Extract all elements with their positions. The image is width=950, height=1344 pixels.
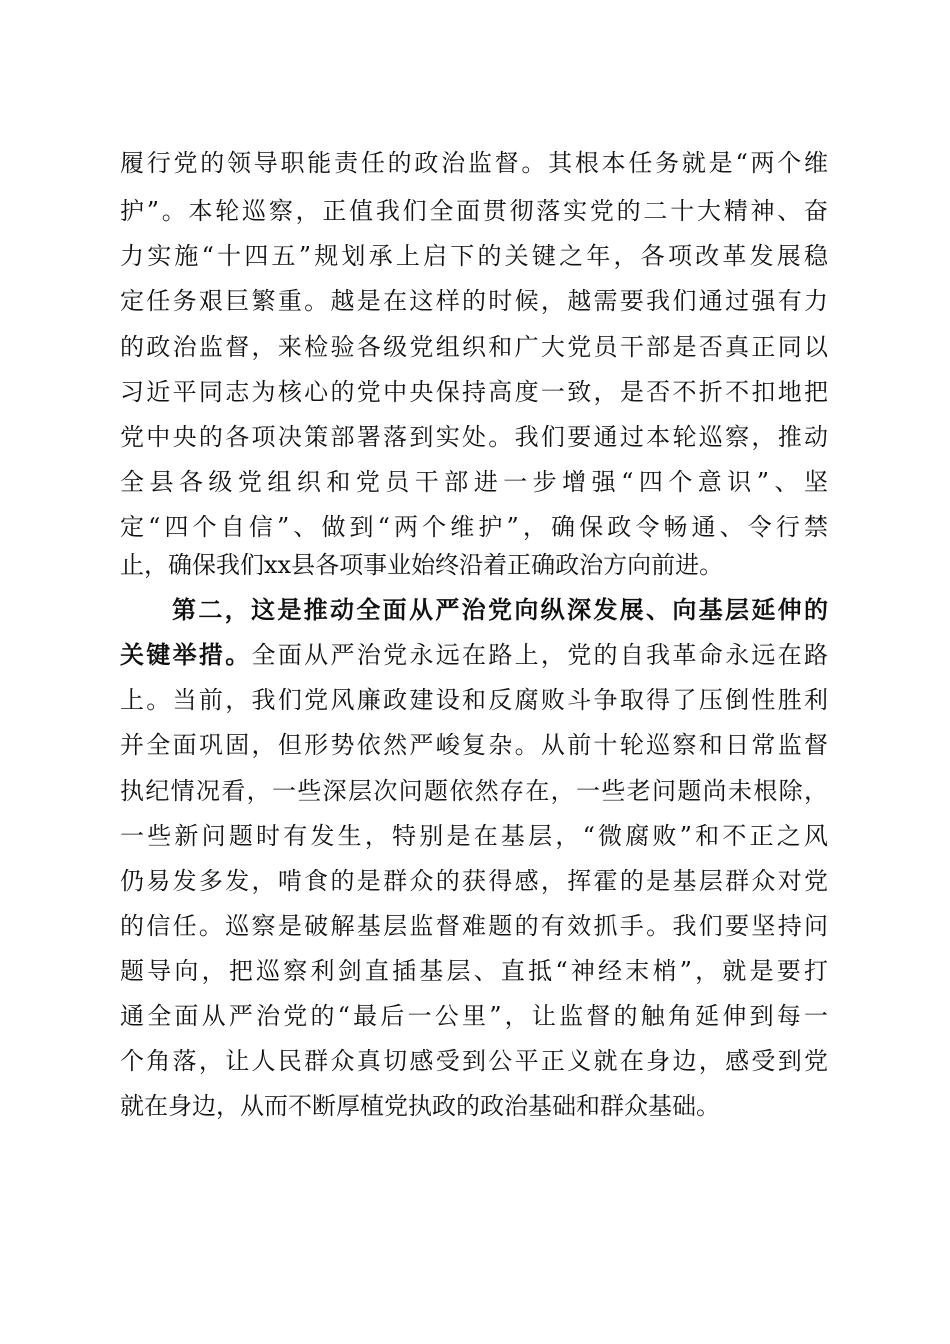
paragraph-2-heading-line: 第二，这是推动全面从严治党向纵深发展、向基层延伸的 [172, 595, 828, 624]
paragraph-2-line-5: 执纪情况看，一些深层次问题依然存在，一些老问题尚未根除， [120, 777, 828, 805]
paragraph-2-line-3: 上。当前，我们党风廉政建设和反腐败斗争取得了压倒性胜利 [120, 686, 828, 714]
paragraph-2-heading-end: 关键举措。 [120, 640, 252, 669]
paragraph-2-line-4: 并全面巩固，但形势依然严峻复杂。从前十轮巡察和日常监督 [120, 731, 828, 759]
paragraph-2-line-2-text: 全面从严治党永远在路上，党的自我革命永远在路 [251, 641, 829, 669]
paragraph-1-line-3: 力实施“十四五”规划承上启下的关键之年，各项改革发展稳 [120, 242, 828, 270]
paragraph-1-line-1: 履行党的领导职能责任的政治监督。其根本任务就是“两个维 [120, 149, 828, 177]
paragraph-1-line-10: 止，确保我们xx县各项事业始终沿着正确政治方向前进。 [120, 551, 724, 579]
paragraph-1-line-6: 习近平同志为核心的党中央保持高度一致，是否不折不扣地把 [120, 378, 828, 406]
paragraph-1-line-2: 护”。本轮巡察，正值我们全面贯彻落实党的二十大精神、奋 [120, 197, 828, 225]
paragraph-1-line-5: 的政治监督，来检验各级党组织和广大党员干部是否真正同以 [120, 333, 828, 361]
paragraph-2-line-9: 题导向，把巡察利剑直插基层、直抵“神经末梢”，就是要打 [120, 957, 828, 985]
paragraph-2-line-10: 通全面从严治党的“最后一公里”，让监督的触角延伸到每一 [120, 1002, 828, 1030]
paragraph-1-line-4: 定任务艰巨繁重。越是在这样的时候，越需要我们通过强有力 [120, 287, 828, 315]
paragraph-2-line-11: 个角落，让人民群众真切感受到公平正义就在身边，感受到党 [120, 1047, 828, 1075]
paragraph-2-line-7: 仍易发多发，啃食的是群众的获得感，挥霍的是基层群众对党 [120, 867, 828, 895]
paragraph-2-line-8: 的信任。巡察是破解基层监督难题的有效抓手。我们要坚持问 [120, 912, 828, 940]
paragraph-2-line-6: 一些新问题时有发生，特别是在基层，“微腐败”和不正之风 [120, 822, 828, 850]
paragraph-2-line-2 [120, 638, 828, 672]
paragraph-1-line-9: 定“四个自信”、做到“两个维护”，确保政令畅通、令行禁 [120, 513, 828, 541]
paragraph-1-line-8: 全县各级党组织和党员干部进一步增强“四个意识”、坚 [120, 468, 828, 496]
paragraph-2-line-12: 就在身边，从而不断厚植党执政的政治基础和群众基础。 [120, 1092, 720, 1120]
paragraph-1-line-7: 党中央的各项决策部署落到实处。我们要通过本轮巡察，推动 [120, 423, 828, 451]
